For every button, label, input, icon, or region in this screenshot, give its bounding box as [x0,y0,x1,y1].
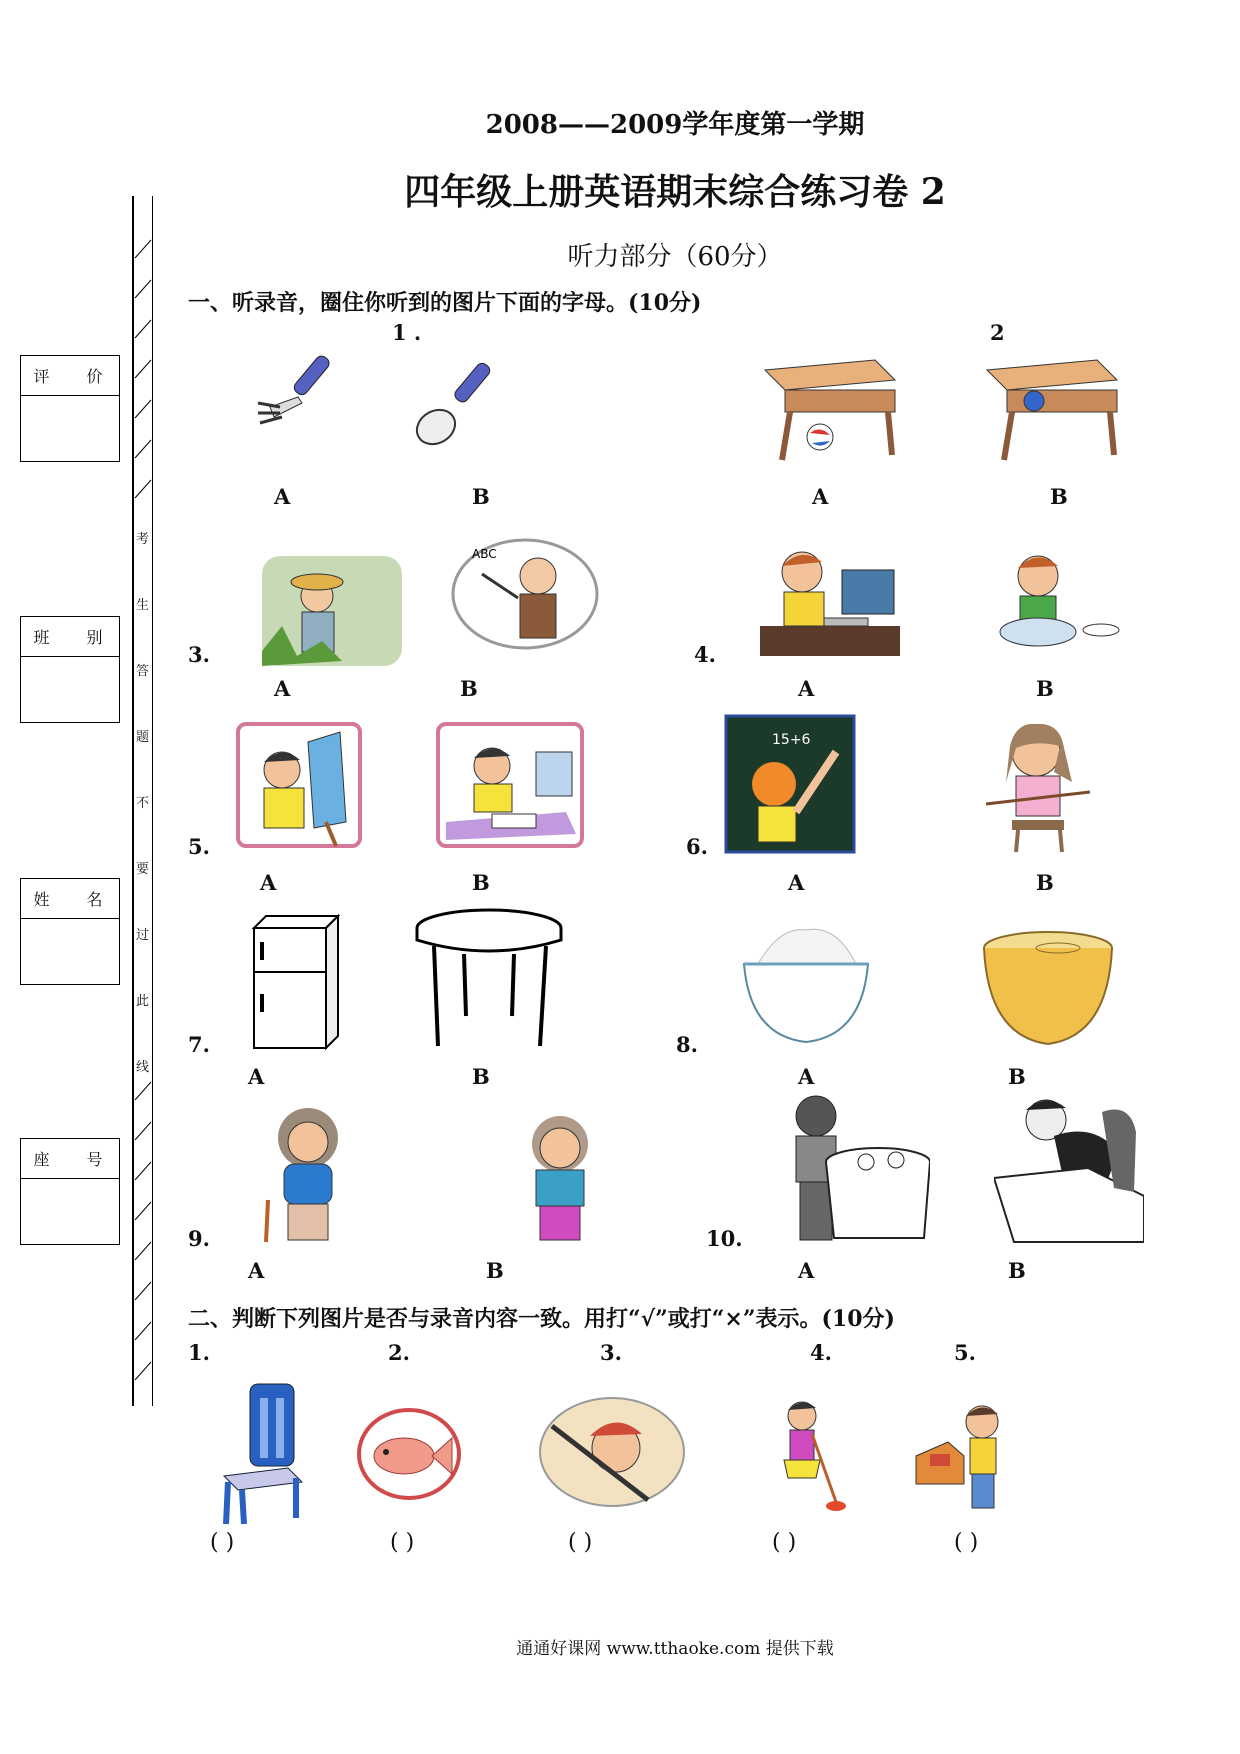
vertical-char-2: 生 [136,598,150,613]
q9-number: 9. [188,1226,210,1251]
boy-sweeping-icon[interactable] [538,1396,686,1508]
rice-bowl-icon[interactable] [740,920,872,1048]
vertical-char-7: 过 [136,928,150,943]
s2-q4-number: 4. [810,1340,832,1365]
q3-option-b[interactable]: B [460,676,478,701]
grandfather-icon[interactable] [512,1110,612,1242]
svg-text:ABC: ABC [472,547,497,561]
s2-q3-number: 3. [600,1340,622,1365]
q6-option-b[interactable]: B [1036,870,1054,895]
chair-icon[interactable] [212,1378,312,1526]
boy-blackboard-icon[interactable] [724,714,856,854]
q8-number: 8. [676,1032,698,1057]
section2-heading: 二、判断下列图片是否与录音内容一致。用打“√”或打“×”表示。(10分) [188,1306,895,1332]
class-label: 班 别 [21,617,119,657]
q3-option-a[interactable]: A [274,676,291,701]
boy-computer-icon[interactable] [754,546,904,658]
q2-option-b[interactable]: B [1050,484,1068,509]
footer-text: 通通好课网 www.tthaoke.com 提供下载 [516,1639,834,1659]
spoon-icon[interactable] [410,355,510,455]
man-making-bed-icon[interactable] [994,1092,1144,1244]
boy-setting-table-icon[interactable] [774,1092,930,1244]
page-title: 四年级上册英语期末综合练习卷 2 [404,171,946,213]
q1-option-a[interactable]: A [274,484,291,509]
class-box[interactable] [20,616,120,723]
year-line: 2008——2009学年度第一学期 [485,110,865,140]
s2-q4-answer[interactable]: ( ) [772,1530,797,1555]
s2-q1-number: 1. [188,1340,210,1365]
q6-option-a[interactable]: A [788,870,805,895]
q9-option-b[interactable]: B [486,1258,504,1283]
q7-option-b[interactable]: B [472,1064,490,1089]
girl-sweeping-icon[interactable] [766,1394,848,1514]
q10-option-a[interactable]: A [798,1258,815,1283]
round-table-icon[interactable] [414,906,564,1054]
vertical-char-5: 不 [136,796,150,811]
name-label: 姓 名 [21,879,119,919]
evaluation-label: 评 价 [21,356,119,396]
vertical-char-9: 线 [136,1060,150,1075]
s2-q2-answer[interactable]: ( ) [390,1530,415,1555]
teacher-icon[interactable] [450,528,600,652]
q2-number: 2 [990,320,1005,345]
q5-option-a[interactable]: A [260,870,277,895]
s2-q5-answer[interactable]: ( ) [954,1530,979,1555]
q7-number: 7. [188,1032,210,1057]
grandmother-icon[interactable] [256,1104,364,1244]
q8-option-b[interactable]: B [1008,1064,1026,1089]
q1-option-b[interactable]: B [472,484,490,509]
s2-q1-answer[interactable]: ( ) [210,1530,235,1555]
fish-icon[interactable] [356,1406,462,1502]
gardener-icon[interactable] [262,556,402,666]
q4-number: 4. [694,642,716,667]
q10-number: 10. [706,1226,743,1251]
q3-number: 3. [188,642,210,667]
q8-option-a[interactable]: A [798,1064,815,1089]
vertical-char-8: 此 [136,994,150,1009]
boy-washing-dishes-icon[interactable] [986,546,1126,658]
boy-reading-computer-icon[interactable] [436,722,584,848]
seat-number-label: 座 号 [21,1139,119,1179]
girl-erhu-icon[interactable] [976,712,1102,854]
q4-option-b[interactable]: B [1036,676,1054,701]
fridge-icon[interactable] [246,914,342,1052]
vertical-char-3: 答 [136,664,150,679]
soup-bowl-icon[interactable] [980,928,1116,1050]
desk-ball-under-icon[interactable] [760,355,900,465]
vertical-char-6: 要 [136,862,150,877]
evaluation-box[interactable] [20,355,120,462]
q10-option-b[interactable]: B [1008,1258,1026,1283]
s2-q3-answer[interactable]: ( ) [568,1530,593,1555]
boy-drawing-icon[interactable] [236,722,362,848]
fork-icon[interactable] [250,345,360,435]
q5-option-b[interactable]: B [472,870,490,895]
q6-number: 6. [686,834,708,859]
vertical-char-4: 题 [136,730,150,745]
q2-option-a[interactable]: A [812,484,829,509]
desk-ball-in-icon[interactable] [982,355,1122,465]
s2-q5-number: 5. [954,1340,976,1365]
svg-text:15+6: 15+6 [772,732,811,748]
section1-heading: 一、听录音，圈住你听到的图片下面的字母。(10分) [188,290,702,316]
seat-number-box[interactable] [20,1138,120,1245]
boy-telephone-icon[interactable] [912,1400,1012,1512]
listening-subtitle: 听力部分（60分） [567,242,783,272]
q9-option-a[interactable]: A [248,1258,265,1283]
q4-option-a[interactable]: A [798,676,815,701]
q7-option-a[interactable]: A [248,1064,265,1089]
s2-q2-number: 2. [388,1340,410,1365]
q1-number: 1 . [392,320,422,345]
q5-number: 5. [188,834,210,859]
vertical-char-1: 考 [136,532,150,547]
name-box[interactable] [20,878,120,985]
